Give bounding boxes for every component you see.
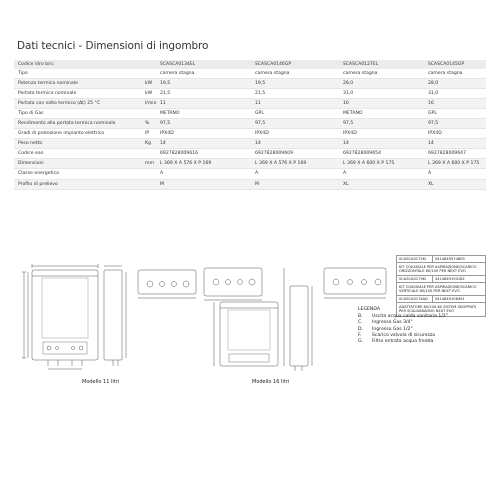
header-model-3: SCASCA0127EL [343, 61, 379, 67]
accessory-description: KIT COASSIALE PER ASPIRAZIONE/SCARICO ORIZZONTALE 60/100 PER NEXT EVO [396, 263, 486, 276]
table-cell: L 369 X A 576 X P 169 [255, 161, 307, 167]
table-row [14, 129, 486, 139]
table-row [14, 69, 486, 79]
table-cell: camera stagna [255, 70, 290, 76]
row-label: Profilo di prelievo [18, 181, 58, 187]
table-cell: 31,0 [428, 90, 439, 96]
row-label: Peso netto [18, 141, 43, 147]
row-label: Tipo [18, 70, 28, 76]
row-label: Tipo di Gas [18, 110, 44, 116]
table-cell: L 369 X A 576 X P 169 [160, 161, 212, 167]
table-cell: M [160, 181, 164, 187]
page-title: Dati tecnici - Dimensioni di ingombro [17, 40, 209, 52]
table-cell: METANO [343, 110, 363, 116]
table-cell: camera stagna [160, 70, 195, 76]
table-cell: XL [428, 181, 434, 187]
accessory-code: SCASCA0173KI [397, 276, 433, 282]
table-cell: A [160, 171, 164, 177]
spec-table-header [14, 60, 486, 69]
legend-item [358, 339, 448, 345]
row-label: Codice ean [18, 151, 44, 157]
legend-letter: G. [358, 339, 364, 345]
table-cell: 28,0 [428, 80, 439, 86]
row-label: Portata con salto termico (Δt) 25 °C [18, 100, 101, 106]
caption-model-11: Modello 11 litri [82, 379, 120, 385]
header-model-2: SCASCA0146GP [255, 61, 292, 67]
header-model-1: SCASCA0134EL [160, 61, 196, 67]
table-cell: 14 [255, 141, 261, 147]
table-cell: 21,5 [255, 90, 266, 96]
row-unit: kW [145, 90, 153, 96]
legend-text: Ingresso Gas 3/4" [372, 320, 413, 326]
legend-title: LEGENDA [358, 307, 380, 312]
spec-table [14, 60, 486, 190]
row-label: Classe energetica [18, 171, 59, 177]
table-cell: M [255, 181, 259, 187]
row-unit: l/min [145, 100, 157, 106]
table-cell: 19,5 [255, 80, 266, 86]
accessory-code: SCASCA0172KI [397, 256, 433, 262]
table-row [14, 180, 486, 190]
row-unit: IP [145, 131, 150, 137]
accessory-ean: 5414849106491 [435, 297, 465, 302]
table-cell: 14 [428, 141, 434, 147]
drawing-model-16-top [320, 262, 392, 302]
table-cell: 16 [343, 100, 349, 106]
accessory-description: KIT COASSIALE PER ASPIRAZIONE/SCARICO VERTICALE 60/100 PER NEXT EVO [396, 283, 486, 296]
table-cell: 97,5 [343, 121, 354, 127]
table-cell: 6927828009647 [428, 151, 466, 157]
accessory-description: ADATTATORE 60/100-80 SISTEM SDOPPIATI PER SCALDABAGNO NEXT EVO [396, 303, 486, 316]
row-label: Potenza termica nominale [18, 80, 78, 86]
table-cell: IPX4D [428, 131, 442, 137]
table-cell: 97,5 [255, 121, 266, 127]
table-row [14, 149, 486, 159]
table-cell: 6927828009609 [255, 151, 293, 157]
legend-letter: D. [358, 326, 363, 332]
table-cell: IPX4D [343, 131, 357, 137]
accessory-ean: 5414849190182 [435, 277, 465, 282]
drawing-model-11 [18, 262, 138, 376]
table-row [14, 119, 486, 129]
accessory-row [396, 296, 486, 303]
table-row [14, 99, 486, 109]
table-cell: 97,5 [160, 121, 171, 127]
table-cell: L 369 X A 600 X P 175 [428, 161, 480, 167]
table-cell: 97,5 [428, 121, 439, 127]
table-cell: 11 [255, 100, 261, 106]
drawing-model-16-svg [200, 262, 328, 376]
row-unit: % [145, 121, 150, 127]
legend-text: Ingresso Gas 1/2" [372, 326, 413, 332]
table-row [14, 79, 486, 89]
row-label: Portata termica nominale [18, 90, 77, 96]
legend-text: Uscita acqua calda sanitaria 1/2" [372, 314, 448, 320]
accessory-ean: 5414849574809 [435, 257, 465, 261]
table-cell: 16 [428, 100, 434, 106]
table-row [14, 159, 486, 169]
row-unit: mm [145, 161, 154, 167]
row-label: Gradi di protezione impianto elettrico [18, 131, 105, 137]
table-cell: A [255, 171, 259, 177]
legend-letter: B. [358, 314, 363, 320]
table-cell: A [343, 171, 347, 177]
row-label: Dimensioni [18, 161, 44, 167]
drawing-model-11-bottom-svg [134, 266, 200, 302]
legend-item [358, 332, 448, 338]
legend-letter: C. [358, 320, 363, 326]
drawing-model-16-top-svg [320, 262, 392, 302]
accessory-row [396, 276, 486, 283]
accessory-row [396, 255, 486, 263]
table-cell: METANO [160, 110, 180, 116]
table-cell: 21,5 [160, 90, 171, 96]
drawing-model-16 [200, 262, 328, 376]
table-cell: camera stagna [428, 70, 463, 76]
drawing-model-11-bottom [134, 266, 200, 302]
legend [358, 307, 448, 345]
legend-letter: F. [358, 333, 362, 339]
table-cell: 19,5 [160, 80, 171, 86]
caption-model-16: Modello 16 litri [252, 379, 290, 385]
header-model-4: SCASCA0145GP [428, 61, 465, 67]
accessory-code: SCASCA0174AD [397, 296, 433, 302]
table-cell: IPX4D [255, 131, 269, 137]
table-row [14, 169, 486, 179]
legend-item [358, 314, 448, 320]
table-cell: camera stagna [343, 70, 378, 76]
table-row [14, 89, 486, 99]
table-cell: A [428, 171, 432, 177]
legend-text: Scarico valvola di sicurezza [372, 333, 436, 339]
table-cell: GPL [255, 110, 264, 116]
table-cell: 31,0 [343, 90, 354, 96]
table-row [14, 139, 486, 149]
header-label: Codice idro bric [18, 61, 54, 67]
row-label: Rendimento alla portata termica nominale [18, 121, 116, 127]
table-cell: 11 [160, 100, 166, 106]
legend-text: Filtro entrata acqua fredda [372, 339, 434, 345]
table-cell: IPX4D [160, 131, 174, 137]
row-unit: kW [145, 80, 153, 86]
drawing-model-11-svg [18, 262, 138, 376]
row-unit: Kg [145, 141, 151, 147]
table-cell: 14 [343, 141, 349, 147]
table-cell: GPL [428, 110, 437, 116]
table-cell: 14 [160, 141, 166, 147]
table-cell: 6927828009654 [343, 151, 381, 157]
table-cell: 6927828009616 [160, 151, 198, 157]
table-cell: XL [343, 181, 349, 187]
table-cell: 28,0 [343, 80, 354, 86]
table-row [14, 109, 486, 119]
table-cell: L 369 X A 600 X P 175 [343, 161, 395, 167]
